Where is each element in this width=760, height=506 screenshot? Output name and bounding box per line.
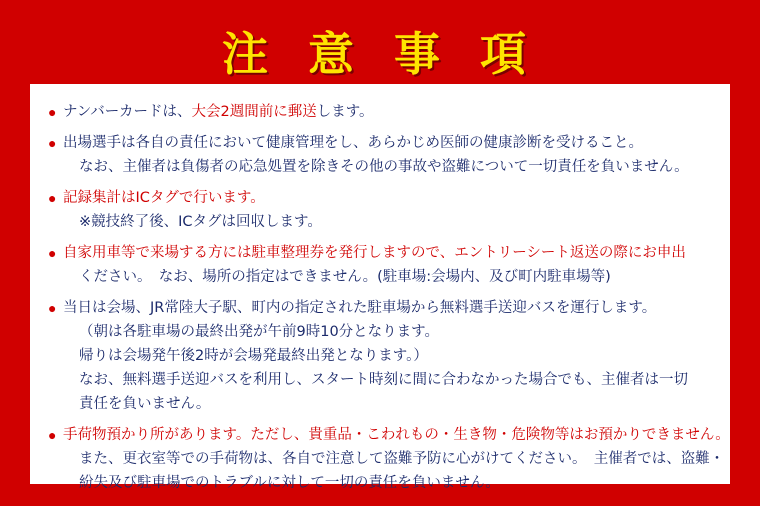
notice-line bbox=[63, 392, 712, 416]
notice-line bbox=[63, 344, 712, 368]
notice-line bbox=[63, 241, 712, 265]
bullet-icon: ● bbox=[48, 104, 57, 120]
notice-text: 紛失及び駐車場でのトラブルに対して一切の責任を負いません。 bbox=[79, 475, 500, 491]
notice-item bbox=[48, 186, 712, 234]
notice-line bbox=[63, 210, 712, 234]
notice-text-block bbox=[63, 296, 712, 416]
notice-line bbox=[63, 155, 712, 179]
bullet-icon: ● bbox=[48, 135, 57, 151]
notice-text: （朝は各駐車場の最終出発が午前9時10分となります。 bbox=[79, 324, 440, 340]
notice-text: ください。 なお、場所の指定はできません。(駐車場:会場内、及び町内駐車場等) bbox=[79, 269, 611, 285]
notice-item bbox=[48, 423, 730, 495]
notice-text: します。 bbox=[316, 104, 374, 120]
notice-item bbox=[48, 100, 712, 124]
notice-line bbox=[63, 186, 712, 210]
notice-text-block bbox=[63, 186, 712, 234]
notice-text: 責任を負いません。 bbox=[79, 396, 211, 412]
notice-line bbox=[63, 368, 712, 392]
notice-line bbox=[63, 100, 712, 124]
notice-line bbox=[63, 471, 730, 495]
notice-text-block bbox=[63, 241, 712, 289]
notice-item bbox=[48, 296, 712, 416]
notice-line bbox=[63, 447, 730, 471]
notice-text: ※競技終了後、ICタグは回収します。 bbox=[79, 214, 322, 230]
notice-text: ナンバーカードは、 bbox=[63, 104, 192, 120]
notice-line bbox=[63, 320, 712, 344]
notice-text: なお、無料選手送迎バスを利用し、スタート時刻に間に合わなかった場合でも、主催者は一切 bbox=[79, 372, 688, 388]
page-title: 注 意 事 項 bbox=[221, 27, 539, 81]
notice-line bbox=[63, 265, 712, 289]
bullet-icon: ● bbox=[48, 190, 57, 206]
notice-item bbox=[48, 131, 712, 179]
notice-text: また、更衣室等での手荷物は、各自で注意して盗難予防に心がけてください。 主催者では、盗難・ bbox=[79, 451, 725, 467]
notice-text: 記録集計はICタグで行います。 bbox=[63, 190, 265, 206]
notice-text-block bbox=[63, 131, 712, 179]
notice-line bbox=[63, 296, 712, 320]
bullet-icon: ● bbox=[48, 300, 57, 316]
notice-panel bbox=[30, 84, 730, 491]
notice-text-block bbox=[63, 423, 730, 495]
bullet-icon: ● bbox=[48, 245, 57, 261]
notice-text: 自家用車等で来場する方には駐車整理券を発行しますので、 bbox=[63, 245, 455, 261]
notice-text: エントリーシート返送の際にお申出 bbox=[454, 245, 686, 261]
notice-text: なお、主催者は負傷者の応急処置を除きその他の事故や盗難について一切責任を負いません。 bbox=[79, 159, 689, 175]
notice-list bbox=[48, 100, 730, 495]
notice-text: 帰りは会場発午後2時が会場発最終出発となります。） bbox=[79, 348, 428, 364]
bullet-icon: ● bbox=[48, 427, 57, 443]
notice-line bbox=[63, 131, 712, 155]
notice-text: 出場選手は各自の責任において健康管理をし、あらかじめ医師の健康診断を受けること。 bbox=[63, 135, 643, 151]
notice-text-block bbox=[63, 100, 712, 124]
notice-text: 大会2週間前に郵送 bbox=[191, 104, 317, 120]
notice-text: 手荷物預かり所があります。ただし、貴重品・こわれもの・生き物・危険物等はお預かりできません。 bbox=[63, 427, 730, 443]
notice-text: 当日は会場、JR常陸大子駅、町内の指定された駐車場から無料選手送迎バスを運行します。 bbox=[63, 300, 657, 316]
notice-item bbox=[48, 241, 712, 289]
notice-line bbox=[63, 423, 730, 447]
